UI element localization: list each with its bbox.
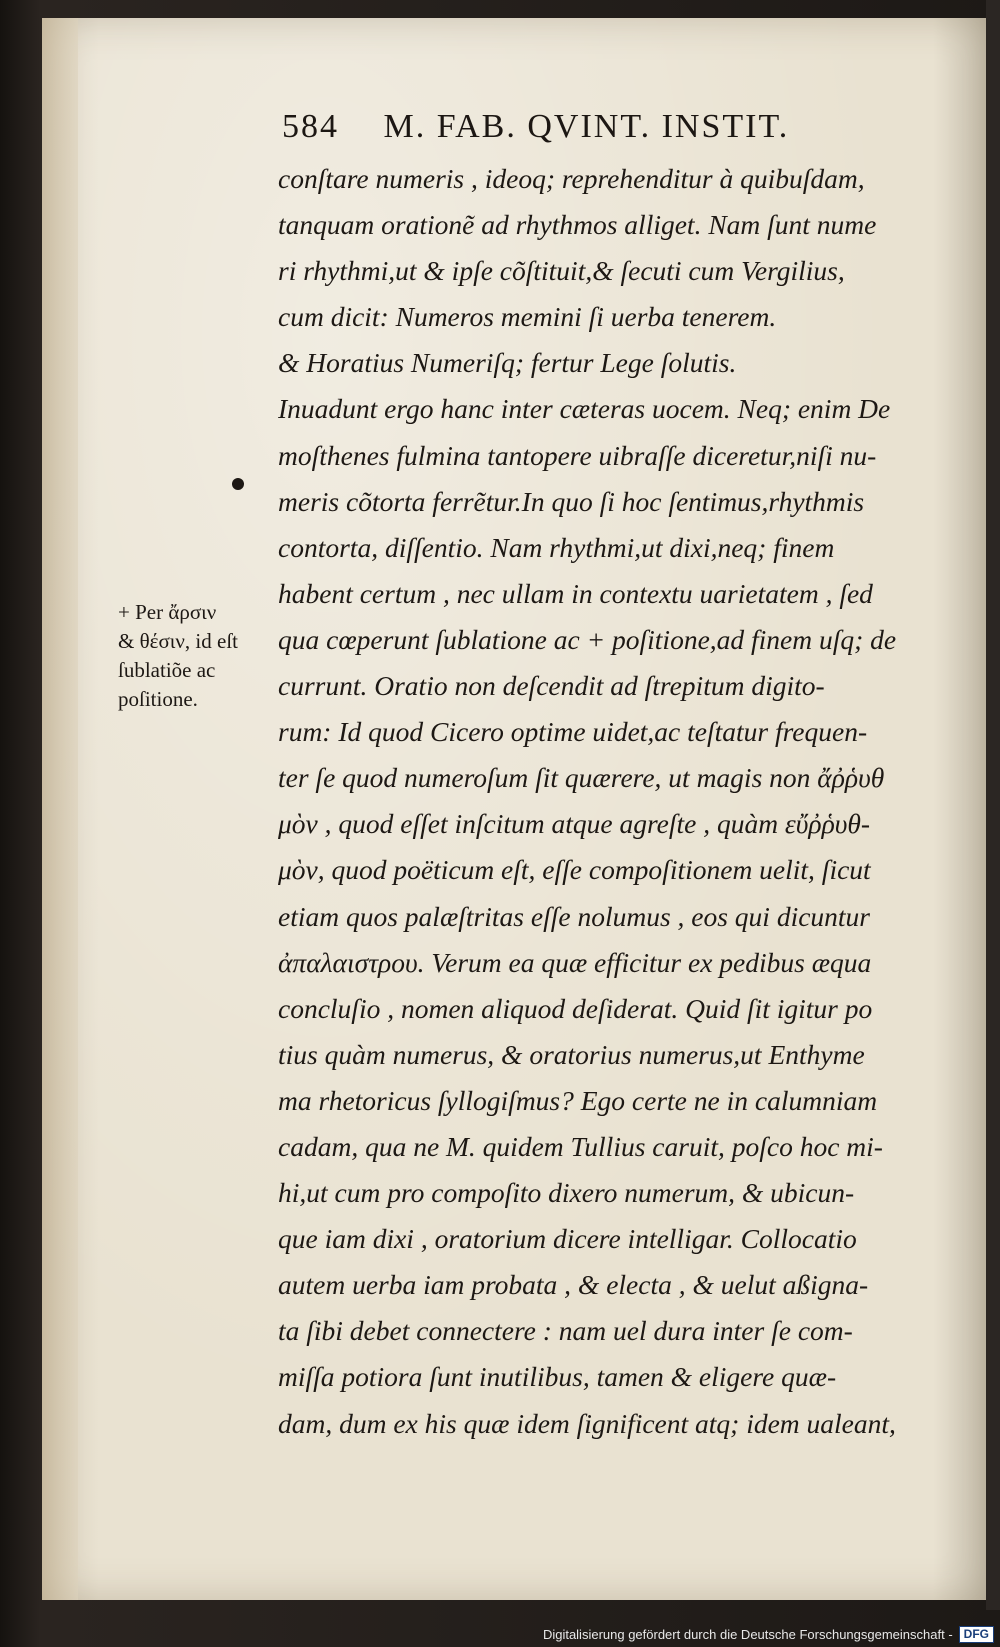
text-line: contorta, diſſentio. Nam rhythmi,ut dixi,neq; finem [278,531,835,563]
text-line: rum: Id quod Cicero optime uidet,ac teſtatur frequen- [278,716,868,748]
text-line: ta ſibi debet connectere : nam uel dura inter ſe com- [278,1315,853,1347]
text-line: etiam quos palæſtritas eſſe nolumus , eos qui dicuntur [278,900,871,932]
text-line: cum dicit: Numeros memini ſi uerba tenerem. [278,301,777,333]
digitization-footer [543,1623,994,1645]
marginal-note-line: + Per ἄρσιν [118,600,217,624]
text-line: ter ſe quod numeroſum ſit quærere, ut magis non ἄῤῥυθ [278,762,885,794]
scan-right-border [986,0,1000,1610]
running-head-title: M. FAB. QVINT. INSTIT. [383,108,790,145]
text-line: hi,ut cum pro compoſito dixero numerum, & ubicun- [278,1177,855,1209]
dfg-logo: DFG [959,1626,994,1643]
page-number: 584 [282,108,339,145]
text-line: μὸν, quod poëticum eſt, eſſe compoſitionem uelit, ſicut [278,854,871,886]
main-text-block [278,156,974,1447]
text-line: tanquam orationẽ ad rhythmos alliget. Nam ſunt nume [278,209,877,241]
text-line: qua cœperunt ſublatione ac + poſitione,ad finem uſq; de [278,623,897,655]
text-line: moſthenes fulmina tantopere uibraſſe diceretur,niſi nu- [278,439,877,471]
text-line: μὸν , quod eſſet inſcitum atque agreſte , quàm εὔῤῥυθ- [278,808,871,840]
text-line: cadam, qua ne M. quidem Tullius caruit, poſco hoc mi- [278,1130,883,1162]
text-line: habent certum , nec ullam in contextu uarietatem , ſed [278,577,873,609]
text-line: & Horatius Numeriſq; fertur Lege ſolutis. [278,347,737,379]
text-line: ἀπαλαιστρου. Verum ea quæ efficitur ex pedibus æqua [278,946,872,978]
text-line: Inuadunt ergo hanc inter cæteras uocem. Neq; enim De [278,393,891,425]
text-line: ma rhetoricus ſyllogiſmus? Ego certe ne in calumniam [278,1084,878,1116]
margin-bullet-mark [232,478,244,490]
text-line: dam, dum ex his quæ idem ſignificent atq; idem ualeant, [278,1407,896,1439]
footer-credit-text: Digitalisierung gefördert durch die Deutsche Forschungsgemeinschaft - [542,1626,953,1642]
text-line: que iam dixi , oratorium dicere intelligar. Collocatio [278,1223,857,1255]
marginal-note [118,598,268,714]
running-header [282,108,912,152]
text-line: conſtare numeris , ideoq; reprehenditur à quibuſdam, [278,163,865,194]
marginal-note-line: poſitione. [118,687,198,711]
text-line: ri rhythmi,ut & ipſe cõſtituit,& ſecuti cum Vergilius, [278,255,845,287]
text-line: concluſio , nomen aliquod deſiderat. Quid ſit igitur po [278,992,873,1024]
marginal-note-line: & θέσιν, id eſt [118,629,239,653]
text-line: miſſa potiora ſunt inutilibus, tamen & eligere quæ- [278,1361,837,1393]
text-line: autem uerba iam probata , & electa , & uelut aßigna- [278,1269,869,1301]
text-line: currunt. Oratio non deſcendit ad ſtrepitum digito- [278,670,825,702]
text-line: tius quàm numerus, & oratorius numerus,ut Enthyme [278,1038,865,1070]
page-gutter-edge [42,18,78,1600]
text-line: meris cõtorta ferrẽtur.In quo ſi hoc ſentimus,rhythmis [278,485,865,517]
marginal-note-line: ſublatiõe ac [118,658,216,682]
